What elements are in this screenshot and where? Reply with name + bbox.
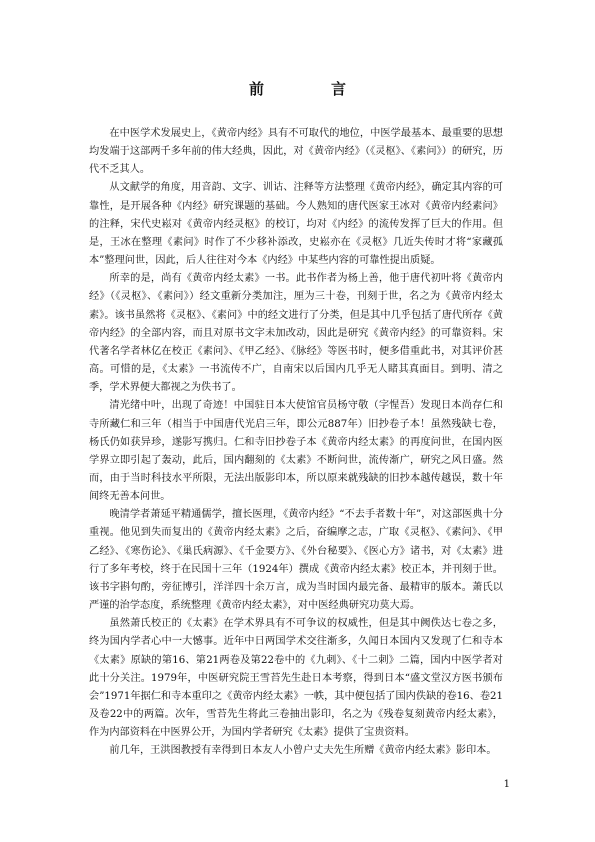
page-title: 前 言 xyxy=(248,80,372,98)
paragraph-6: 虽然萧氏校正的《太素》在学术界具有不可争议的权威性，但是其中阙佚达七卷之多，终为国内学者心中一大憾事。近年中日两国学术交往渐多，久闻日本国内又发现了仁和寺本《太素》原缺的第16、第21两卷及第22卷中的《九刺》、《十二刺》二篇，国内中医学者对此十分关注。1979年，中医研究院王雪苔先生赴日本考察，得到日本“盛文堂汉方医书颁布会”1971年据仁和寺本重印之《黄帝内经太素》一帙，其中便包括了国内佚缺的卷16、卷21及卷22中的两篇。次年，雪苔先生将此三卷抽出影印，名之为《残卷复刻黄帝内经太素》，作为内部资料在中医界公开，为国内学者研究《太素》提供了宝贵资料。 xyxy=(89,618,503,739)
preface-body xyxy=(89,125,503,760)
paragraph-5: 晚清学者萧延平精通儒学，擅长医理，《黄帝内经》“不去手者数十年”，对这部医典十分重视。他见到失而复出的《黄帝内经太素》之后，奋编摩之志，广取《灵枢》、《素问》、《甲乙经》、《寒伤论》、《巢氏病源》、《千金要方》、《外台秘要》、《医心方》诸书，对《太素》进行了多年考校，终于在民国十三年（1924年）撰成《黄帝内经太素》校正本，并刊刻于世。该书字斟句酌，旁征博引，洋洋四十余万言，成为当时国内最完备、最精审的版本。萧氏以严谨的治学态度，系统整理《黄帝内经太素》，对中医经典研究功莫大焉。 xyxy=(89,509,503,612)
paragraph-3: 所幸的是，尚有《黄帝内经太素》一书。此书作者为杨上善，他于唐代初叶将《黄帝内经》（《灵枢》、《素问》）经文重新分类加注，厘为三十卷，刊刻于世，名之为《黄帝内经太素》。该书虽然将《灵枢》、《素问》中的经文进行了分类，但是其中几乎包括了唐代所存《黄帝内经》的全部内容，而且对原书文字未加改动，因此是研究《黄帝内经》的可靠资料。宋代著名学者林亿在校正《素问》、《甲乙经》、《脉经》等医书时，便多借重此书，对其评价甚高。可惜的是，《太素》一书流传不广，自南宋以后国内几乎无人睹其真面目。到明、清之季，学术界便大都视之为佚书了。 xyxy=(89,273,503,394)
paragraph-7: 前几年，王洪图教授有幸得到日本友人小曾户丈夫先生所赠《黄帝内经太素》影印本。 xyxy=(109,745,497,757)
paragraph-2: 从文献学的角度，用音韵、文字、训诂、注释等方法整理《黄帝内经》，确定其内容的可靠性，是开展各种《内经》研究课题的基础。今人熟知的唐代医家王冰对《黄帝内经素问》的注释，宋代史崧对《黄帝内经灵枢》的校订，均对《内经》的流传发挥了巨大的作用。但是，王冰在整理《素问》时作了不少移补添改，史崧亦在《灵枢》几近失传时才将“家藏孤本”整理问世，因此，后人往往对今本《内经》中某些内容的可靠性提出质疑。 xyxy=(89,182,503,267)
page-number: 1 xyxy=(503,779,510,790)
paragraph-1: 在中医学术发展史上，《黄帝内经》具有不可取代的地位，中医学最基本、最重要的思想均发端于这部两千多年前的伟大经典，因此，对《黄帝内经》（《灵枢》、《素问》）的研究，历代不乏其人。 xyxy=(89,128,503,176)
paragraph-4: 清光绪中叶，出现了奇迹！中国驻日本大使馆官员杨守敬（字惺吾）发现日本尚存仁和寺所藏仁和三年（相当于中国唐代光启三年，即公元887年）旧抄卷子本！虽然残缺七卷，杨氏仍如获异珍，遂影写携归。仁和寺旧抄卷子本《黄帝内经太素》的再度问世，在国内医学界立即引起了轰动，此后，国内翻刻的《太素》不断问世，流传渐广，研究之风日盛。然而，由于当时科技水平所限，无法出版影印本，所以原来就残缺的旧抄本越传越误，数十年间终无善本问世。 xyxy=(89,400,503,503)
